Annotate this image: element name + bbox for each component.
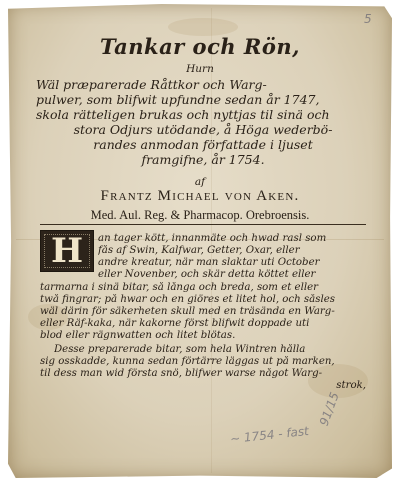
- paragraph1-line-5: tarmarna i sinä bitar, så långa och breda, som et eller: [40, 282, 319, 293]
- title-connector: Hurn: [186, 63, 214, 75]
- paragraph1-line-7: wäl därin för säkerheten skull med en träsända en Warg-: [40, 306, 335, 317]
- paragraph1-line-6: twå fingrar; på hwar och en giöres et litet hol, och såsles: [40, 294, 335, 305]
- author-name: Frantz Michael von Aken.: [100, 188, 300, 204]
- paragraph1-line-3: andre kreatur, när man slaktar uti October: [98, 257, 320, 268]
- heading-line-4: stora Odjurs utödande, å Höga wederbö-: [73, 122, 333, 137]
- ornamental-drop-cap: [40, 230, 94, 272]
- paragraph2-line-4: strok,: [336, 380, 366, 391]
- paragraph1-line-1: an tager kött, innanmäte och hwad rasl som: [98, 233, 327, 244]
- paragraph2-line-3: til dess man wid första snö, blifwer warse något Warg-: [40, 368, 323, 379]
- pencil-note-lower-left: ~ 1754 - fast: [229, 423, 310, 447]
- paragraph1-line-8: eller Räf-kaka, när kakorne först blifwit doppade uti: [40, 318, 310, 329]
- paragraph1-line-2: fås af Swin, Kalfwar, Getter, Oxar, eller: [98, 245, 300, 256]
- heading-line-6: framgifne, år 1754.: [141, 152, 265, 167]
- heading-line-1: Wäl præparerade Råttkor och Warg-: [36, 77, 267, 92]
- heading-line-5: randes anmodan författade i ljuset: [93, 137, 313, 152]
- document-title: Tankar och Rön,: [100, 34, 300, 59]
- paragraph1-line-4: eller Novenber, och skär detta köttet eller: [98, 269, 316, 280]
- author-preposition: af: [194, 176, 206, 188]
- pencil-note-lower-right: 91/15: [316, 390, 342, 428]
- paragraph2-line-1: Desse preparerade bitar, som hela Wintren hålla: [54, 344, 306, 355]
- author-affiliation: Med. Aul. Reg. & Pharmacop. Orebroensis.: [90, 208, 310, 222]
- heading-line-2: pulwer, som blifwit upfundne sedan år 1747,: [36, 92, 320, 107]
- paragraph1-line-9: blod eller rägnwatten och litet blötas.: [40, 330, 236, 341]
- pencil-note-upper-right: 5: [364, 12, 372, 26]
- drop-cap-letter: H: [50, 231, 84, 271]
- heading-line-3: skola rätteligen brukas och nyttjas til sinä och: [36, 107, 330, 122]
- section-divider: [40, 224, 366, 225]
- paragraph2-line-2: sig osskadde, kunna sedan förtärre läggas ut på marken,: [40, 356, 335, 367]
